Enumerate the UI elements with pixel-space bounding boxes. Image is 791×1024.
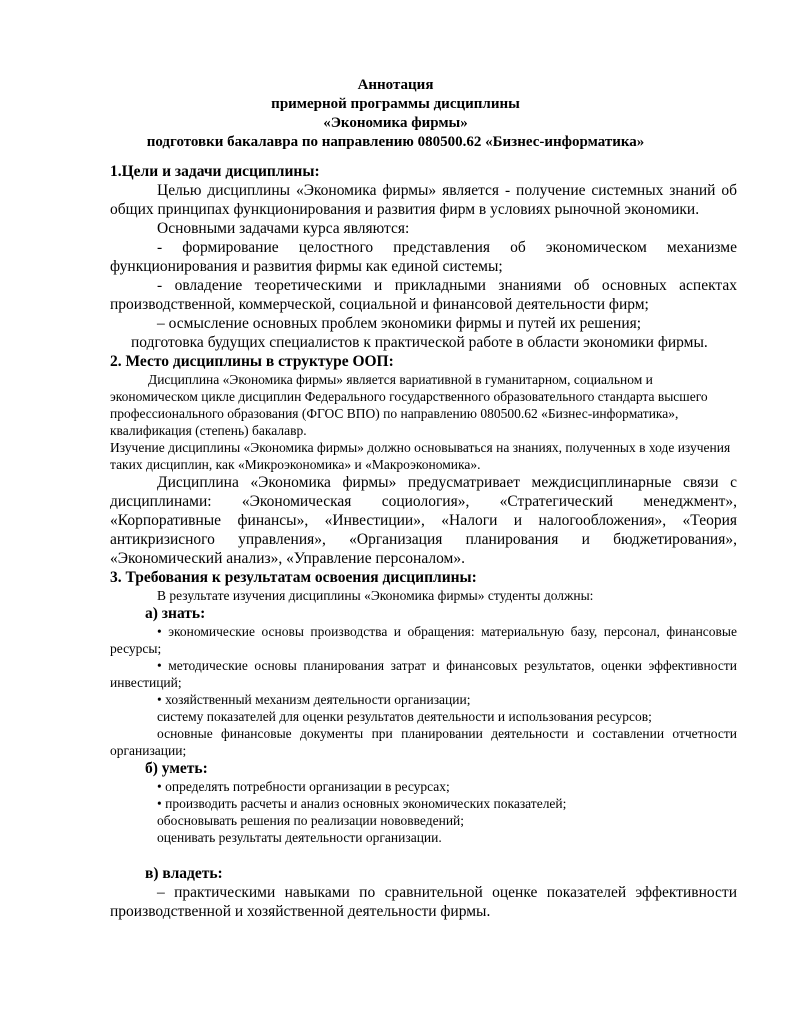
know-heading: а) знать: xyxy=(145,605,206,622)
know-item-1: • экономические основы производства и обращения: материальную базу, персонал, финансовые ресурсы; xyxy=(110,624,737,656)
section2-para-2: Изучение дисциплины «Экономика фирмы» должно основываться на знаниях, полученных в ходе изучения таких дисциплин, как «Микроэкономика» и «Макроэкономика». xyxy=(110,440,731,472)
can-item-1: • определять потребности организации в ресурсах; xyxy=(157,779,450,794)
can-item-4: оценивать результаты деятельности организации. xyxy=(157,830,442,845)
can-heading: б) уметь: xyxy=(145,760,208,777)
section1-task-2: - овладение теоретическими и прикладными знаниями об основных аспектах производственной, коммерческой, социальной и финансовой деятельности фирм; xyxy=(110,277,737,313)
own-item: – практическими навыками по сравнительной оценке показателей эффективности производственной и хозяйственной деятельности фирмы. xyxy=(110,884,737,920)
section1-heading: 1.Цели и задачи дисциплины: xyxy=(110,163,320,180)
section3-intro: В результате изучения дисциплины «Экономика фирмы» студенты должны: xyxy=(157,588,594,603)
section1-goal: Целью дисциплины «Экономика фирмы» является - получение системных знаний об общих принципах функционирования и развития фирм в условиях рыночной экономики. xyxy=(110,182,737,218)
section2-heading: 2. Место дисциплины в структуре ООП: xyxy=(110,353,394,370)
own-heading: в) владеть: xyxy=(145,865,223,882)
annotation-title xyxy=(0,76,791,152)
section2-para-1: Дисциплина «Экономика фирмы» является вариативной в гуманитарном, социальном и экономическом цикле дисциплин Федерального государственного образовательного стандарта высшего профессионального образования (ФГОС ВПО) по направлению 080500.62 «Бизнес-информатика», квалификация (степень) бакалавр. xyxy=(110,372,708,438)
know-item-2: • методические основы планирования затрат и финансовых результатов, оценки эффективности инвестиций; xyxy=(110,658,737,690)
know-item-4: систему показателей для оценки результатов деятельности и использования ресурсов; xyxy=(157,709,652,724)
section1-task-1: - формирование целостного представления об экономическом механизме функционирования и развития фирмы как единой системы; xyxy=(110,239,737,275)
can-item-2: • производить расчеты и анализ основных экономических показателей; xyxy=(157,796,567,811)
title-line-2: примерной программы дисциплины xyxy=(271,96,520,112)
section1-task-4: подготовка будущих специалистов к практической работе в области экономики фирмы. xyxy=(131,334,708,351)
know-item-5: основные финансовые документы при планировании деятельности и составлении отчетности организации; xyxy=(110,726,737,758)
title-line-3: «Экономика фирмы» xyxy=(323,115,468,131)
document-body xyxy=(110,162,737,921)
section3-heading: 3. Требования к результатам освоения дисциплины: xyxy=(110,569,477,586)
section1-tasks-intro: Основными задачами курса являются: xyxy=(157,220,410,237)
title-line-1: Аннотация xyxy=(357,77,434,93)
know-item-3: • хозяйственный механизм деятельности организации; xyxy=(157,692,471,707)
can-item-3: обосновывать решения по реализации нововведений; xyxy=(157,813,465,828)
section1-task-3: – осмысление основных проблем экономики фирмы и путей их решения; xyxy=(157,315,642,332)
section2-para-3: Дисциплина «Экономика фирмы» предусматривает междисциплинарные связи с дисциплинами: «Экономическая социология», «Стратегический менеджмент», «Корпоративные финансы», «Инвестиции», «Налоги и налогообложения», «Теория антикризисного управления», «Организация планирования и бюджетирования», «Экономический анализ», «Управление персоналом». xyxy=(110,474,737,567)
title-line-4: подготовки бакалавра по направлению 080500.62 «Бизнес-информатика» xyxy=(146,134,645,150)
